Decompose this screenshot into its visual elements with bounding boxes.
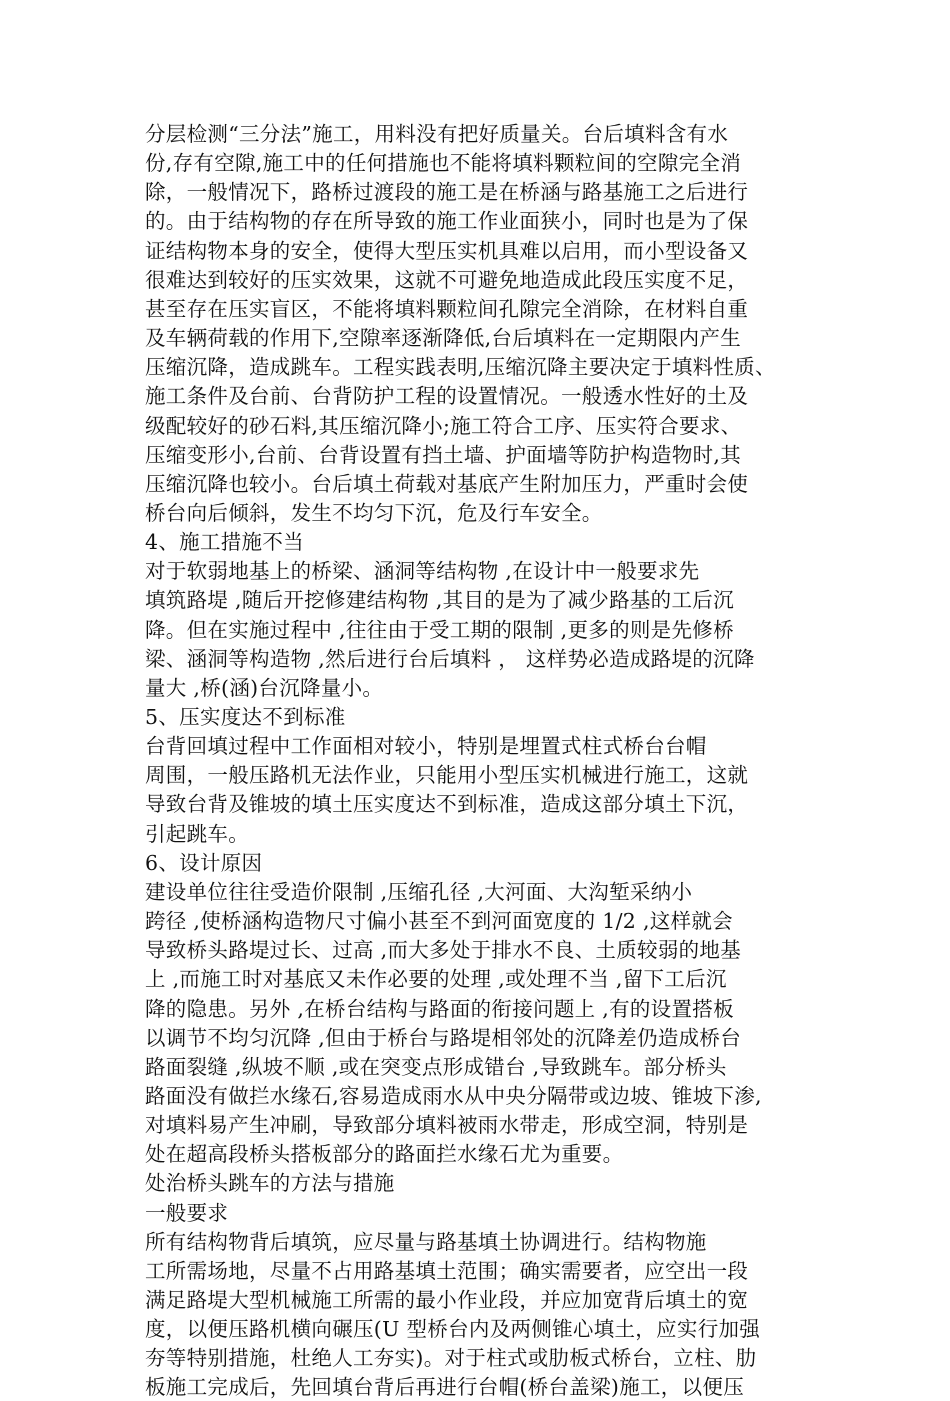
text-line: 填筑路堤 ,随后开挖修建结构物 ,其目的是为了减少路基的工后沉 [145,588,734,613]
text-line: 处治桥头跳车的方法与措施 [145,1171,395,1196]
text-line: 工所需场地，尽量不占用路基填土范围；确实需要者，应空出一段 [145,1258,749,1283]
text-line: 上 ,而施工时对基底又未作必要的处理 ,或处理不当 ,留下工后沉 [145,967,727,992]
text-line: 量大 ,桥(涵)台沉降量小。 [145,675,384,700]
text-line: 压缩变形小,台前、台背设置有挡土墙、护面墙等防护构造物时,其 [145,442,742,467]
text-line: 分层检测“三分法”施工，用料没有把好质量关。台后填料含有水 [145,122,729,146]
text-line: 满足路堤大型机械施工所需的最小作业段，并应加宽背后填土的宽 [145,1288,749,1312]
text-line: 压缩沉降也较小。台后填土荷载对基底产生附加压力，严重时会使 [145,471,749,496]
text-line: 建设单位往往受造价限制 ,压缩孔径 ,大河面、大沟堑采纳小 [145,879,693,904]
text-line: 跨径 ,使桥涵构造物尺寸偏小甚至不到河面宽度的 1/2 ,这样就会 [145,909,733,934]
text-line: 及车辆荷载的作用下,空隙率逐渐降低,台后填料在一定期限内产生 [145,326,742,351]
text-line: 级配较好的砂石料,其压缩沉降小;施工符合工序、压实符合要求、 [145,413,742,438]
text-line: 引起跳车。 [145,821,249,846]
text-line: 度，以便压路机横向碾压(U 型桥台内及两侧锥心填土，应实行加强 [145,1317,761,1342]
text-line: 4、施工措施不当 [145,530,304,555]
text-line: 5、压实度达不到标准 [145,705,346,729]
text-line: 处在超高段桥头搭板部分的路面拦水缘石尤为重要。 [145,1142,624,1167]
text-line: 台背回填过程中工作面相对较小，特别是埋置式柱式桥台台帽 [145,734,707,759]
text-line: 除，一般情况下，路桥过渡段的施工是在桥涵与路基施工之后进行 [145,180,749,205]
text-line: 压缩沉降，造成跳车。工程实践表明,压缩沉降主要决定于填料性质、 [145,355,776,380]
text-line: 周围，一般压路机无法作业，只能用小型压实机械进行施工，这就 [145,763,749,788]
text-line: 6、设计原因 [145,850,263,875]
text-line: 对于软弱地基上的桥梁、涵洞等结构物 ,在设计中一般要求先 [145,559,700,584]
text-line: 证结构物本身的安全，使得大型压实机具难以启用，而小型设备又 [145,238,749,263]
text-line: 施工条件及台前、台背防护工程的设置情况。一般透水性好的土及 [145,384,749,409]
text-line: 导致桥头路堤过长、过高 ,而大多处于排水不良、土质较弱的地基 [145,938,742,963]
text-line: 导致台背及锥坡的填土压实度达不到标准，造成这部分填土下沉， [145,792,749,817]
text-line: 板施工完成后，先回填台背后再进行台帽(桥台盖梁)施工，以便压 [145,1375,744,1400]
text-line: 路面没有做拦水缘石,容易造成雨水从中央分隔带或边坡、锥坡下渗, [145,1083,762,1108]
text-line: 对填料易产生冲刷，导致部分填料被雨水带走，形成空洞，特别是 [145,1113,749,1138]
text-line: 梁、涵洞等构造物 ,然后进行台后填料 ， 这样势必造成路堤的沉降 [145,646,755,671]
text-line: 降的隐患。另外 ,在桥台结构与路面的衔接问题上 ,有的设置搭板 [145,996,734,1021]
text-line: 很难达到较好的压实效果，这就不可避免地造成此段压实度不足， [145,267,749,292]
text-line: 的。由于结构物的存在所导致的施工作业面狭小，同时也是为了保 [145,209,749,234]
text-line: 甚至存在压实盲区，不能将填料颗粒间孔隙完全消除，在材料自重 [145,296,749,321]
text-line: 份,存有空隙,施工中的任何措施也不能将填料颗粒间的空隙完全消 [145,151,742,176]
text-line: 一般要求 [145,1200,229,1225]
text-line: 夯等特别措施，杜绝人工夯实)。对于柱式或肋板式桥台，立柱、肋 [145,1346,757,1371]
text-line: 路面裂缝 ,纵坡不顺 ,或在突变点形成错台 ,导致跳车。部分桥头 [145,1054,727,1079]
text-line: 所有结构物背后填筑，应尽量与路基填土协调进行。结构物施 [145,1229,707,1254]
text-line: 降。但在实施过程中 ,往往由于受工期的限制 ,更多的则是先修桥 [145,617,734,642]
text-line: 桥台向后倾斜，发生不均匀下沉，危及行车安全。 [145,500,603,525]
text-line: 以调节不均匀沉降 ,但由于桥台与路堤相邻处的沉降差仍造成桥台 [145,1025,742,1050]
